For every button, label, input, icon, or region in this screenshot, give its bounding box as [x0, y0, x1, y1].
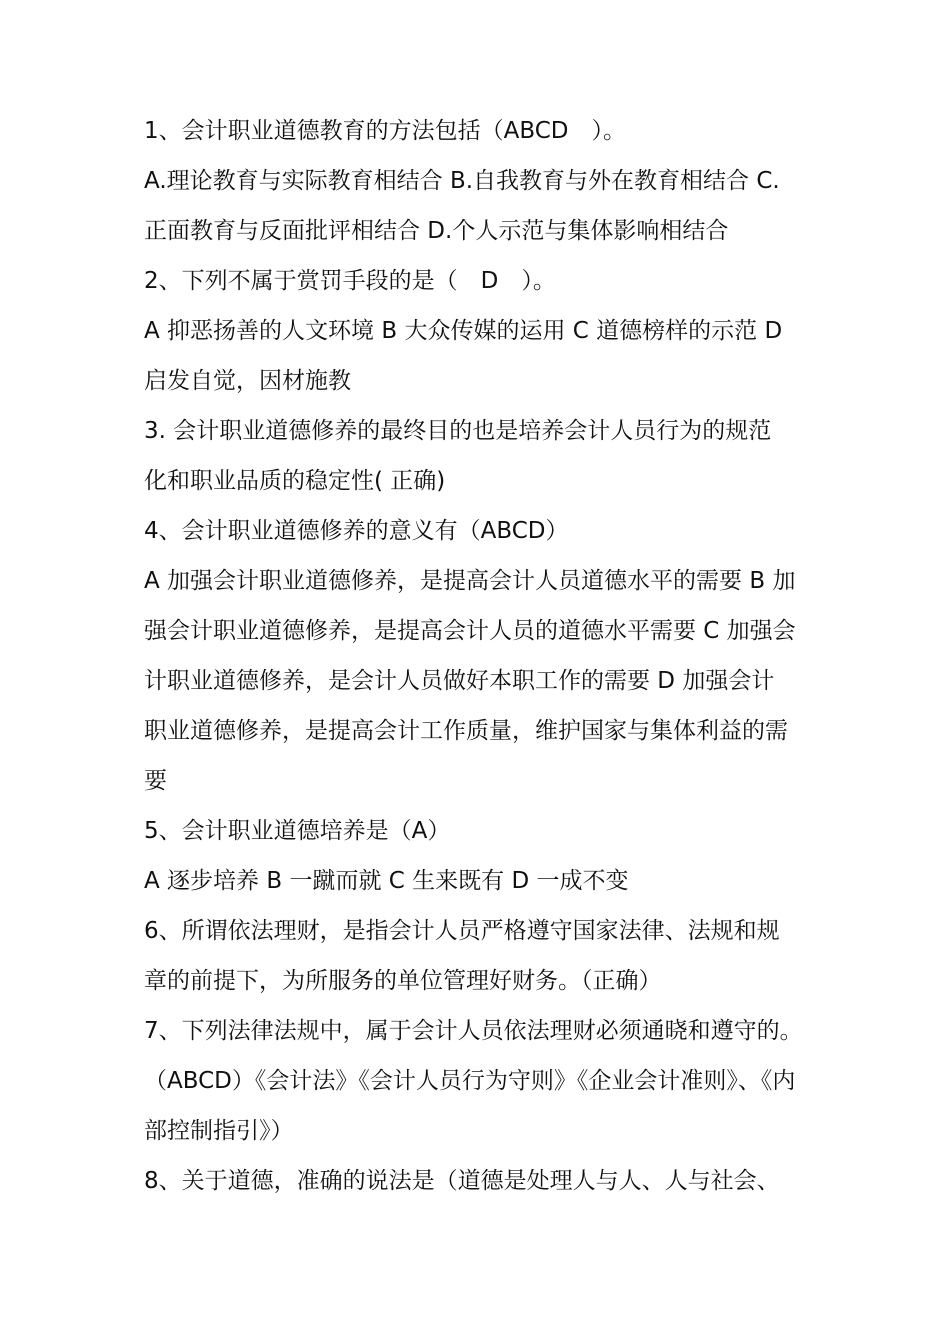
text-line: 正面教育与反面批评相结合 D.个人示范与集体影响相结合 [144, 218, 729, 244]
text-line: 要 [144, 768, 167, 794]
text-line: 6、所谓依法理财，是指会计人员严格遵守国家法律、法规和规 [144, 918, 780, 944]
text-line: 计职业道德修养，是会计人员做好本职工作的需要 D 加强会计 [144, 668, 775, 694]
text-line: 2、下列不属于赏罚手段的是（ D ）。 [144, 268, 556, 294]
text-line: A 抑恶扬善的人文环境 B 大众传媒的运用 C 道德榜样的示范 D [144, 318, 783, 344]
text-line: 职业道德修养，是提高会计工作质量，维护国家与集体利益的需 [144, 718, 788, 744]
text-line: A 逐步培养 B 一蹴而就 C 生来既有 D 一成不变 [144, 868, 629, 894]
text-line: 4、会计职业道德修养的意义有（ABCD） [144, 518, 569, 544]
text-line: 1、会计职业道德教育的方法包括（ABCD ）。 [144, 118, 627, 144]
text-line: A.理论教育与实际教育相结合 B.自我教育与外在教育相结合 C. [144, 168, 780, 194]
text-line: 3. 会计职业道德修养的最终目的也是培养会计人员行为的规范 [144, 418, 772, 444]
text-line: 8、关于道德，准确的说法是（道德是处理人与人、人与社会、 [144, 1168, 780, 1194]
text-line: 5、会计职业道德培养是（A） [144, 818, 451, 844]
text-line: A 加强会计职业道德修养，是提高会计人员道德水平的需要 B 加 [144, 568, 796, 594]
text-line: 启发自觉，因材施教 [144, 368, 351, 394]
text-line: 章的前提下，为所服务的单位管理好财务。（正确） [144, 968, 662, 994]
text-line: （ABCD）《会计法》《会计人员行为守则》《企业会计准则》、《内 [144, 1068, 796, 1094]
text-line: 7、下列法律法规中，属于会计人员依法理财必须通晓和遵守的。 [144, 1018, 803, 1044]
text-line: 部控制指引》） [144, 1118, 294, 1144]
document-body [144, 106, 808, 1206]
text-line: 化和职业品质的稳定性( 正确) [144, 468, 446, 494]
text-line: 强会计职业道德修养，是提高会计人员的道德水平需要 C 加强会 [144, 618, 796, 644]
